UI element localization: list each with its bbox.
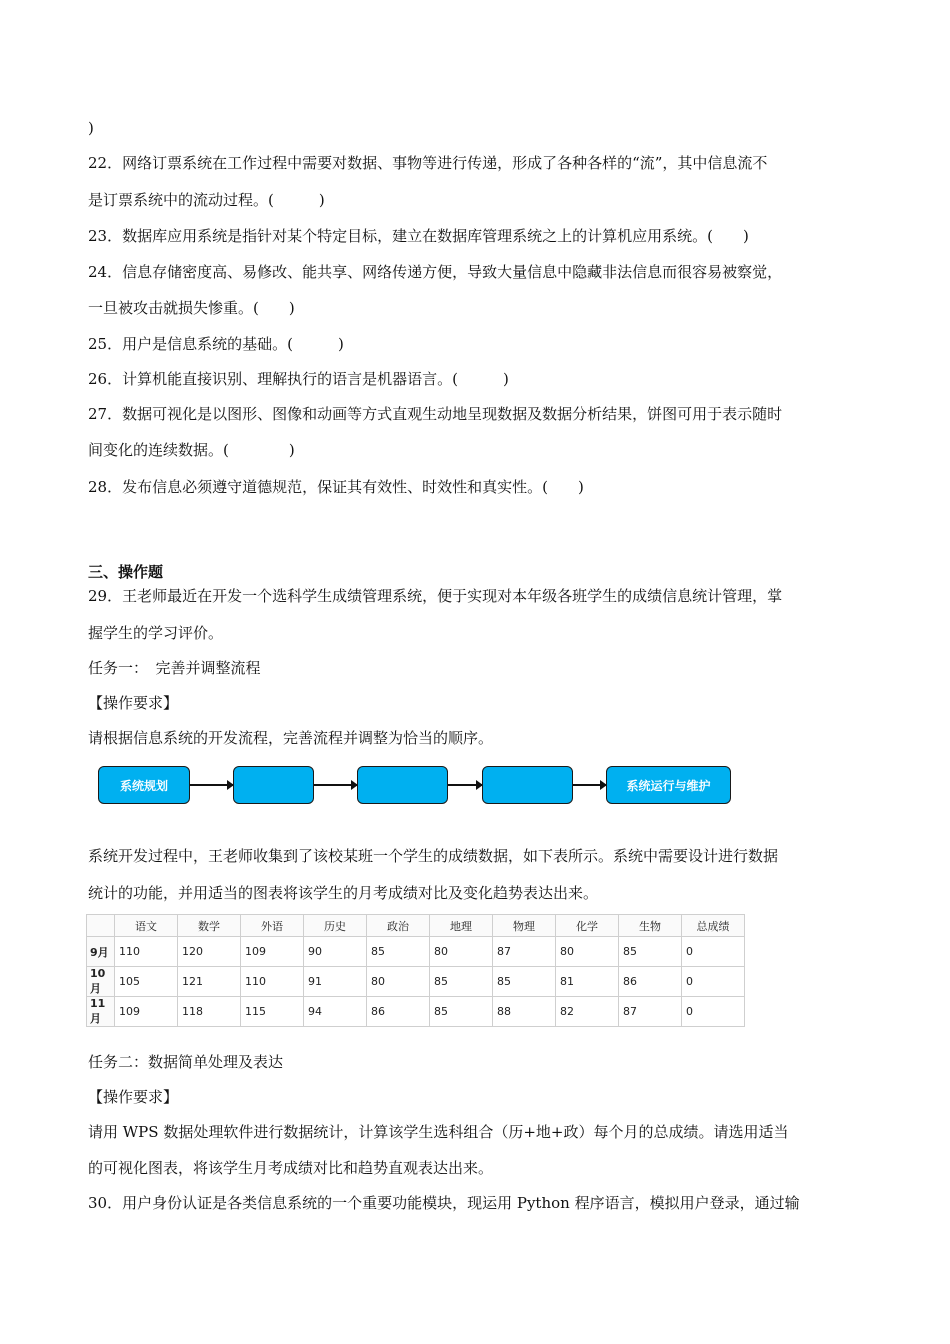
table-cell: 85	[493, 967, 556, 997]
table-cell: 94	[304, 997, 367, 1027]
table-corner-cell	[87, 915, 115, 937]
question-24-line-2: 一旦被攻击就损失惨重。( )	[88, 299, 295, 317]
table-cell: 0	[682, 967, 745, 997]
table-cell: 109	[115, 997, 178, 1027]
table-cell: 118	[178, 997, 241, 1027]
flow-arrow-4	[573, 784, 606, 786]
flow-box-operation-maintenance: 系统运行与维护	[606, 766, 731, 804]
table-cell: 85	[367, 937, 430, 967]
flow-box-blank-1	[233, 766, 314, 804]
flow-box-blank-2	[357, 766, 448, 804]
question-26: 26．计算机能直接识别、理解执行的语言是机器语言。( )	[88, 370, 509, 388]
table-cell: 80	[367, 967, 430, 997]
table-row	[87, 997, 745, 1027]
header-cell: 地理	[430, 915, 493, 937]
header-cell: 历史	[304, 915, 367, 937]
question-27-line-2: 间变化的连续数据。( )	[88, 441, 295, 459]
requirement-1-text: 请根据信息系统的开发流程，完善流程并调整为恰当的顺序。	[88, 729, 494, 747]
task-2-title: 任务二：数据简单处理及表达	[88, 1053, 284, 1071]
description-line-2: 统计的功能，并用适当的图表将该学生的月考成绩对比及变化趋势表达出来。	[88, 884, 599, 902]
table-cell: 80	[430, 937, 493, 967]
table-cell: 0	[682, 937, 745, 967]
table-cell: 85	[430, 997, 493, 1027]
question-30-line-1: 30．用户身份认证是各类信息系统的一个重要功能模块，现运用 Python 程序语言，模拟用户登录，通过输	[88, 1194, 800, 1212]
question-22-line-2: 是订票系统中的流动过程。( )	[88, 191, 325, 209]
flow-box-system-planning: 系统规划	[98, 766, 190, 804]
table-cell: 88	[493, 997, 556, 1027]
requirement-1-heading: 【操作要求】	[88, 694, 179, 712]
question-22-line-1: 22．网络订票系统在工作过程中需要对数据、事物等进行传递，形成了各种各样的“流”，其中信息流不	[88, 154, 768, 172]
table-row	[87, 937, 745, 967]
table-cell: 120	[178, 937, 241, 967]
table-cell: 110	[115, 937, 178, 967]
table-cell: 81	[556, 967, 619, 997]
table-cell: 80	[556, 937, 619, 967]
question-27-line-1: 27．数据可视化是以图形、图像和动画等方式直观生动地呈现数据及数据分析结果，饼图可用于表示随时	[88, 405, 783, 423]
question-28: 28．发布信息必须遵守道德规范，保证其有效性、时效性和真实性。( )	[88, 478, 584, 496]
table-cell: 0	[682, 997, 745, 1027]
row-label: 9月	[87, 937, 115, 967]
table-cell: 115	[241, 997, 304, 1027]
question-24-line-1: 24．信息存储密度高、易修改、能共享、网络传递方便，导致大量信息中隐藏非法信息而很容易被察觉，	[88, 263, 783, 281]
header-cell: 语文	[115, 915, 178, 937]
task-1-title: 任务一： 完善并调整流程	[88, 659, 261, 677]
header-cell: 物理	[493, 915, 556, 937]
requirement-2-heading: 【操作要求】	[88, 1088, 179, 1106]
table-cell: 87	[493, 937, 556, 967]
header-cell: 外语	[241, 915, 304, 937]
table-row	[87, 967, 745, 997]
section-3-heading: 三、操作题	[88, 563, 164, 581]
table-cell: 105	[115, 967, 178, 997]
row-label: 11月	[87, 997, 115, 1027]
requirement-2-line-1: 请用 WPS 数据处理软件进行数据统计，计算该学生选科组合（历+地+政）每个月的总成绩。请选用适当	[88, 1123, 789, 1141]
table-cell: 85	[430, 967, 493, 997]
paren-fragment: )	[88, 119, 94, 137]
table-cell: 90	[304, 937, 367, 967]
header-cell: 总成绩	[682, 915, 745, 937]
table-cell: 121	[178, 967, 241, 997]
header-cell: 数学	[178, 915, 241, 937]
flow-arrow-2	[314, 784, 357, 786]
table-header-row	[87, 915, 745, 937]
requirement-2-line-2: 的可视化图表，将该学生月考成绩对比和趋势直观表达出来。	[88, 1159, 494, 1177]
table-cell: 110	[241, 967, 304, 997]
table-cell: 85	[619, 937, 682, 967]
row-label: 10月	[87, 967, 115, 997]
header-cell: 政治	[367, 915, 430, 937]
question-25: 25．用户是信息系统的基础。( )	[88, 335, 344, 353]
flow-arrow-1	[190, 784, 233, 786]
table-cell: 86	[619, 967, 682, 997]
table-cell: 109	[241, 937, 304, 967]
table-cell: 91	[304, 967, 367, 997]
header-cell: 化学	[556, 915, 619, 937]
flow-box-blank-3	[482, 766, 573, 804]
question-23: 23．数据库应用系统是指针对某个特定目标，建立在数据库管理系统之上的计算机应用系统。( )	[88, 227, 749, 245]
table-cell: 86	[367, 997, 430, 1027]
table-cell: 82	[556, 997, 619, 1027]
question-29-line-1: 29．王老师最近在开发一个选科学生成绩管理系统，便于实现对本年级各班学生的成绩信息统计管理，掌	[88, 587, 783, 605]
description-line-1: 系统开发过程中，王老师收集到了该校某班一个学生的成绩数据，如下表所示。系统中需要设计进行数据	[88, 847, 779, 865]
table-cell: 87	[619, 997, 682, 1027]
flow-arrow-3	[448, 784, 482, 786]
header-cell: 生物	[619, 915, 682, 937]
question-29-line-2: 握学生的学习评价。	[88, 624, 224, 642]
score-table	[86, 914, 745, 1027]
